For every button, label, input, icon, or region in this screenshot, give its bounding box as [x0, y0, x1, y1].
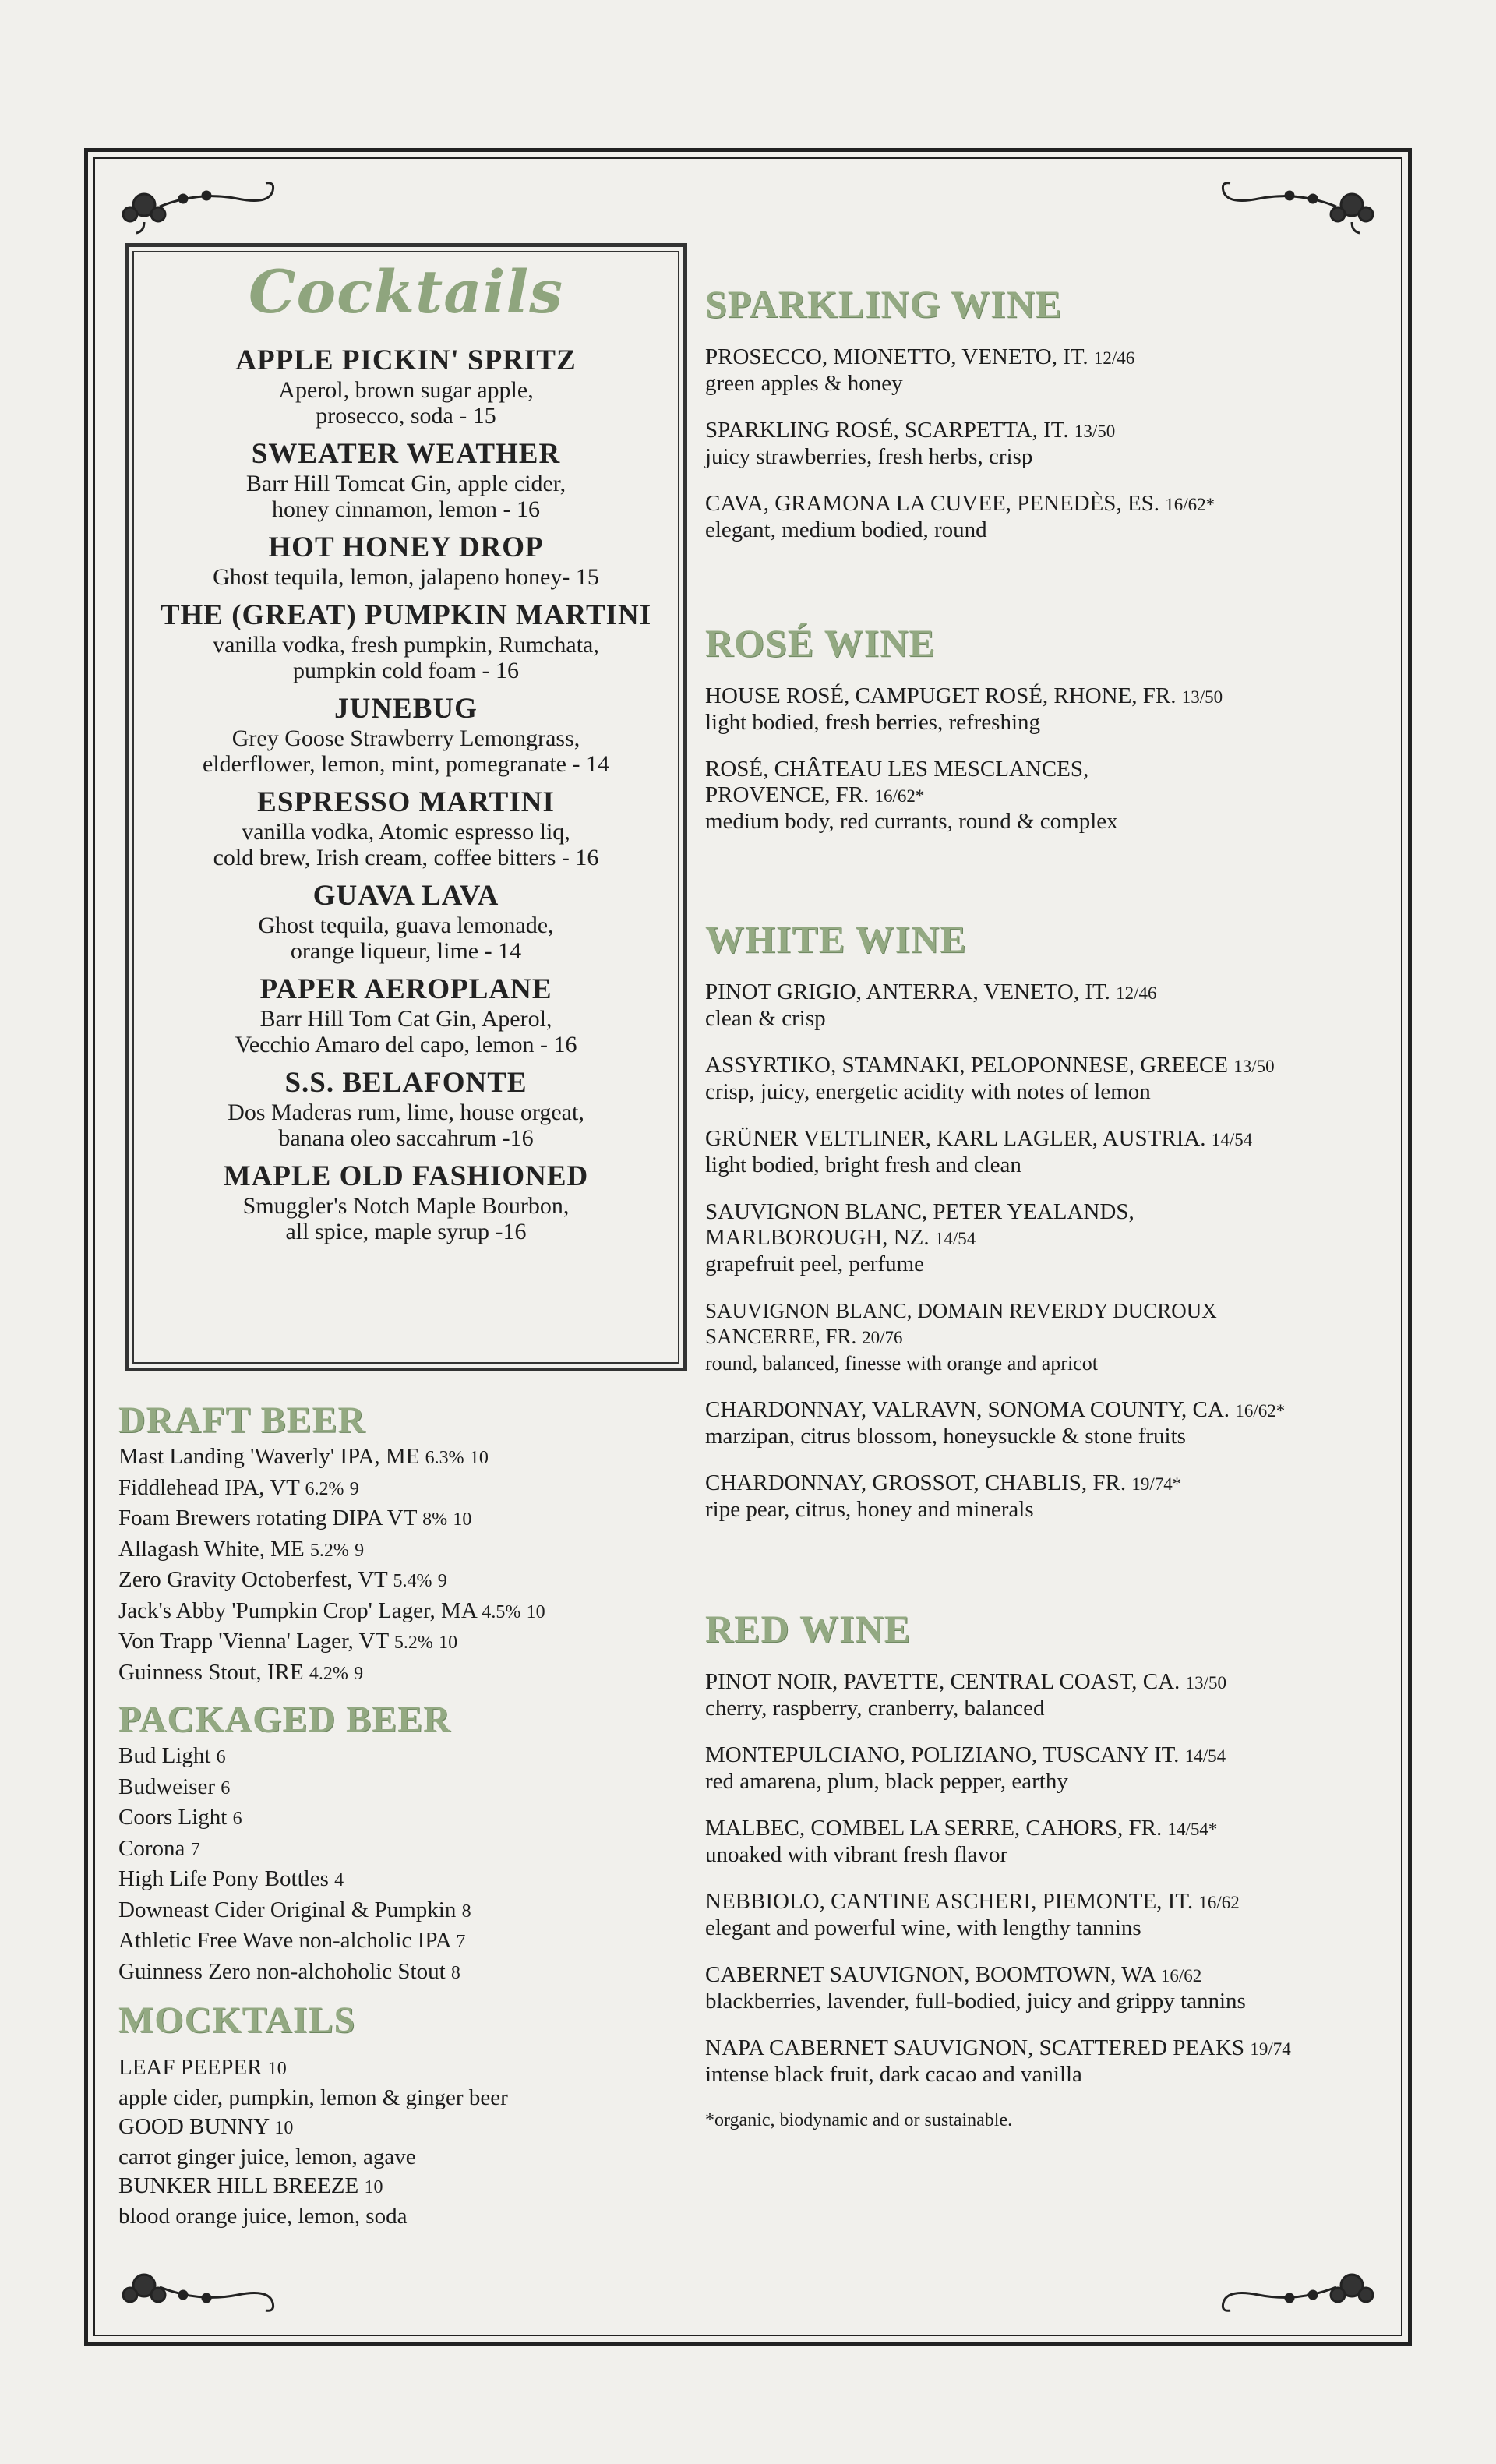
left-lower-column — [118, 1399, 687, 2231]
list-item: SAUVIGNON BLANC, PETER YEALANDS, MARLBOROUGH, NZ. 14/54 grapefruit peel, perfume — [705, 1199, 1134, 1276]
cocktail-item — [134, 1067, 678, 1151]
cocktail-name: APPLE PICKIN' SPRITZ — [235, 344, 577, 376]
floral-ornament-icon — [1212, 175, 1383, 238]
white-wine-section — [705, 916, 1391, 1544]
list-item: Athletic Free Wave non-alcholic IPA 7 — [118, 1928, 466, 1953]
list-item: ASSYRTIKO, STAMNAKI, PELOPONNESE, GREECE 13/50 crisp, juicy, energetic acidity with notes of lemon — [705, 1053, 1275, 1104]
cocktail-name: ESPRESSO MARTINI — [257, 786, 555, 818]
cocktail-desc: Dos Maderas rum, lime, house orgeat, banana oleo saccahrum -16 — [228, 1100, 584, 1151]
floral-ornament-icon — [113, 2256, 284, 2318]
list-item: Guinness Zero non-alchoholic Stout 8 — [118, 1958, 460, 1984]
cocktail-item — [134, 344, 678, 429]
cocktail-name: SWEATER WEATHER — [251, 438, 561, 470]
cocktail-item — [134, 880, 678, 964]
list-item: BUNKER HILL BREEZE 10 blood orange juice, lemon, soda — [118, 2173, 408, 2229]
list-item: SAUVIGNON BLANC, DOMAIN REVERDY DUCROUX SANCERRE, FR. 20/76 round, balanced, finesse with orange and apricot — [705, 1299, 1217, 1375]
list-item: Zero Gravity Octoberfest, VT 5.4% 9 — [118, 1567, 447, 1592]
cocktail-name: S.S. BELAFONTE — [284, 1067, 527, 1099]
list-item: HOUSE ROSÉ, CAMPUGET ROSÉ, RHONE, FR. 13/50 light bodied, fresh berries, refreshing — [705, 683, 1223, 735]
list-item: PROSECCO, MIONETTO, VENETO, IT. 12/46 green apples & honey — [705, 344, 1135, 396]
cocktail-desc: Ghost tequila, lemon, jalapeno honey- 15 — [213, 564, 599, 590]
cocktail-item — [134, 438, 678, 522]
cocktail-desc: Smuggler's Notch Maple Bourbon, all spice, maple syrup -16 — [242, 1193, 570, 1244]
list-item: Jack's Abby 'Pumpkin Crop' Lager, MA 4.5% 10 — [118, 1597, 545, 1623]
list-item: Corona 7 — [118, 1835, 200, 1861]
red-wine-section — [705, 1605, 1391, 2132]
rose-wine-title: ROSÉ WINE — [705, 621, 936, 665]
list-item: NEBBIOLO, CANTINE ASCHERI, PIEMONTE, IT. 16/62 elegant and powerful wine, with lengthy tannins — [705, 1889, 1240, 1940]
cocktail-desc: Barr Hill Tom Cat Gin, Aperol, Vecchio Amaro del capo, lemon - 16 — [235, 1006, 577, 1057]
sparkling-wine-title: SPARKLING WINE — [705, 282, 1063, 326]
cocktail-desc: vanilla vodka, fresh pumpkin, Rumchata, pumpkin cold foam - 16 — [213, 632, 599, 683]
list-item: High Life Pony Bottles 4 — [118, 1866, 344, 1891]
list-item: Downeast Cider Original & Pumpkin 8 — [118, 1897, 471, 1922]
list-item: GRÜNER VELTLINER, KARL LAGLER, AUSTRIA. 14/54 light bodied, bright fresh and clean — [705, 1126, 1253, 1177]
list-item: Allagash White, ME 5.2% 9 — [118, 1536, 365, 1562]
list-item: ROSÉ, CHÂTEAU LES MESCLANCES, PROVENCE, FR. 16/62* medium body, red currants, round & complex — [705, 757, 1118, 834]
cocktails-title: Cocktails — [249, 257, 563, 327]
draft-beer-title: DRAFT BEER — [118, 1400, 366, 1441]
list-item: Fiddlehead IPA, VT 6.2% 9 — [118, 1474, 359, 1500]
cocktail-item — [134, 693, 678, 777]
cocktails-section — [134, 257, 678, 1254]
cocktail-desc: Barr Hill Tomcat Gin, apple cider, honey cinnamon, lemon - 16 — [245, 471, 566, 522]
draft-beer-list — [118, 1442, 687, 1689]
footnote: *organic, biodynamic and or sustainable. — [705, 2110, 1013, 2130]
list-item: Bud Light 6 — [118, 1743, 226, 1768]
cocktail-name: PAPER AEROPLANE — [259, 973, 552, 1005]
rose-wine-section — [705, 620, 1391, 856]
cocktail-name: GUAVA LAVA — [312, 880, 499, 912]
cocktail-name: MAPLE OLD FASHIONED — [223, 1160, 589, 1192]
list-item: Mast Landing 'Waverly' IPA, ME 6.3% 10 — [118, 1444, 489, 1469]
list-item: LEAF PEEPER 10 apple cider, pumpkin, lemon & ginger beer — [118, 2055, 508, 2110]
floral-ornament-icon — [113, 175, 284, 238]
list-item: SPARKLING ROSÉ, SCARPETTA, IT. 13/50 juicy strawberries, fresh herbs, crisp — [705, 418, 1116, 469]
list-item: Foam Brewers rotating DIPA VT 8% 10 — [118, 1506, 472, 1530]
cocktail-name: JUNEBUG — [334, 693, 478, 725]
list-item: CABERNET SAUVIGNON, BOOMTOWN, WA 16/62 blackberries, lavender, full-bodied, juicy and grippy tannins — [705, 1962, 1246, 2014]
list-item: GOOD BUNNY 10 carrot ginger juice, lemon, agave — [118, 2114, 416, 2169]
floral-ornament-icon — [1212, 2256, 1383, 2318]
sparkling-wine-section — [705, 281, 1391, 564]
cocktail-item — [134, 599, 678, 683]
packaged-beer-list — [118, 1742, 687, 1988]
white-wine-title: WHITE WINE — [705, 917, 967, 961]
list-item: Guinness Stout, IRE 4.2% 9 — [118, 1659, 364, 1685]
list-item: Budweiser 6 — [118, 1774, 231, 1799]
cocktail-desc: Grey Goose Strawberry Lemongrass, elderflower, lemon, mint, pomegranate - 14 — [203, 725, 609, 777]
cocktail-desc: Ghost tequila, guava lemonade, orange liqueur, lime - 14 — [258, 913, 554, 964]
cocktail-name: HOT HONEY DROP — [268, 531, 544, 563]
list-item: MONTEPULCIANO, POLIZIANO, TUSCANY IT. 14/54 red amarena, plum, black pepper, earthy — [705, 1742, 1226, 1794]
cocktail-desc: vanilla vodka, Atomic espresso liq, cold brew, Irish cream, coffee bitters - 16 — [213, 819, 599, 870]
list-item: Von Trapp 'Vienna' Lager, VT 5.2% 10 — [118, 1629, 458, 1654]
list-item: CHARDONNAY, GROSSOT, CHABLIS, FR. 19/74* ripe pear, citrus, honey and minerals — [705, 1470, 1182, 1522]
cocktail-item — [134, 786, 678, 870]
cocktail-item — [134, 1160, 678, 1244]
cocktail-item — [134, 531, 678, 590]
packaged-beer-title: PACKAGED BEER — [118, 1699, 451, 1740]
list-item: MALBEC, COMBEL LA SERRE, CAHORS, FR. 14/54* unoaked with vibrant fresh flavor — [705, 1816, 1218, 1867]
red-wine-title: RED WINE — [705, 1607, 912, 1650]
list-item: NAPA CABERNET SAUVIGNON, SCATTERED PEAKS 19/74 intense black fruit, dark cacao and vanilla — [705, 2035, 1291, 2087]
list-item: CHARDONNAY, VALRAVN, SONOMA COUNTY, CA. 16/62* marzipan, citrus blossom, honeysuckle & stone fruits — [705, 1397, 1286, 1449]
list-item: Coors Light 6 — [118, 1805, 242, 1830]
mocktails-list — [118, 2053, 687, 2231]
list-item: PINOT GRIGIO, ANTERRA, VENETO, IT. 12/46 clean & crisp — [705, 980, 1157, 1031]
list-item: CAVA, GRAMONA LA CUVEE, PENEDÈS, ES. 16/62* elegant, medium bodied, round — [705, 491, 1216, 542]
list-item: PINOT NOIR, PAVETTE, CENTRAL COAST, CA. 13/50 cherry, raspberry, cranberry, balanced — [705, 1669, 1226, 1721]
cocktail-name: THE (GREAT) PUMPKIN MARTINI — [160, 599, 652, 631]
cocktail-item — [134, 973, 678, 1057]
cocktail-desc: Aperol, brown sugar apple, prosecco, soda - 15 — [278, 377, 534, 429]
mocktails-title: MOCKTAILS — [118, 2000, 356, 2041]
